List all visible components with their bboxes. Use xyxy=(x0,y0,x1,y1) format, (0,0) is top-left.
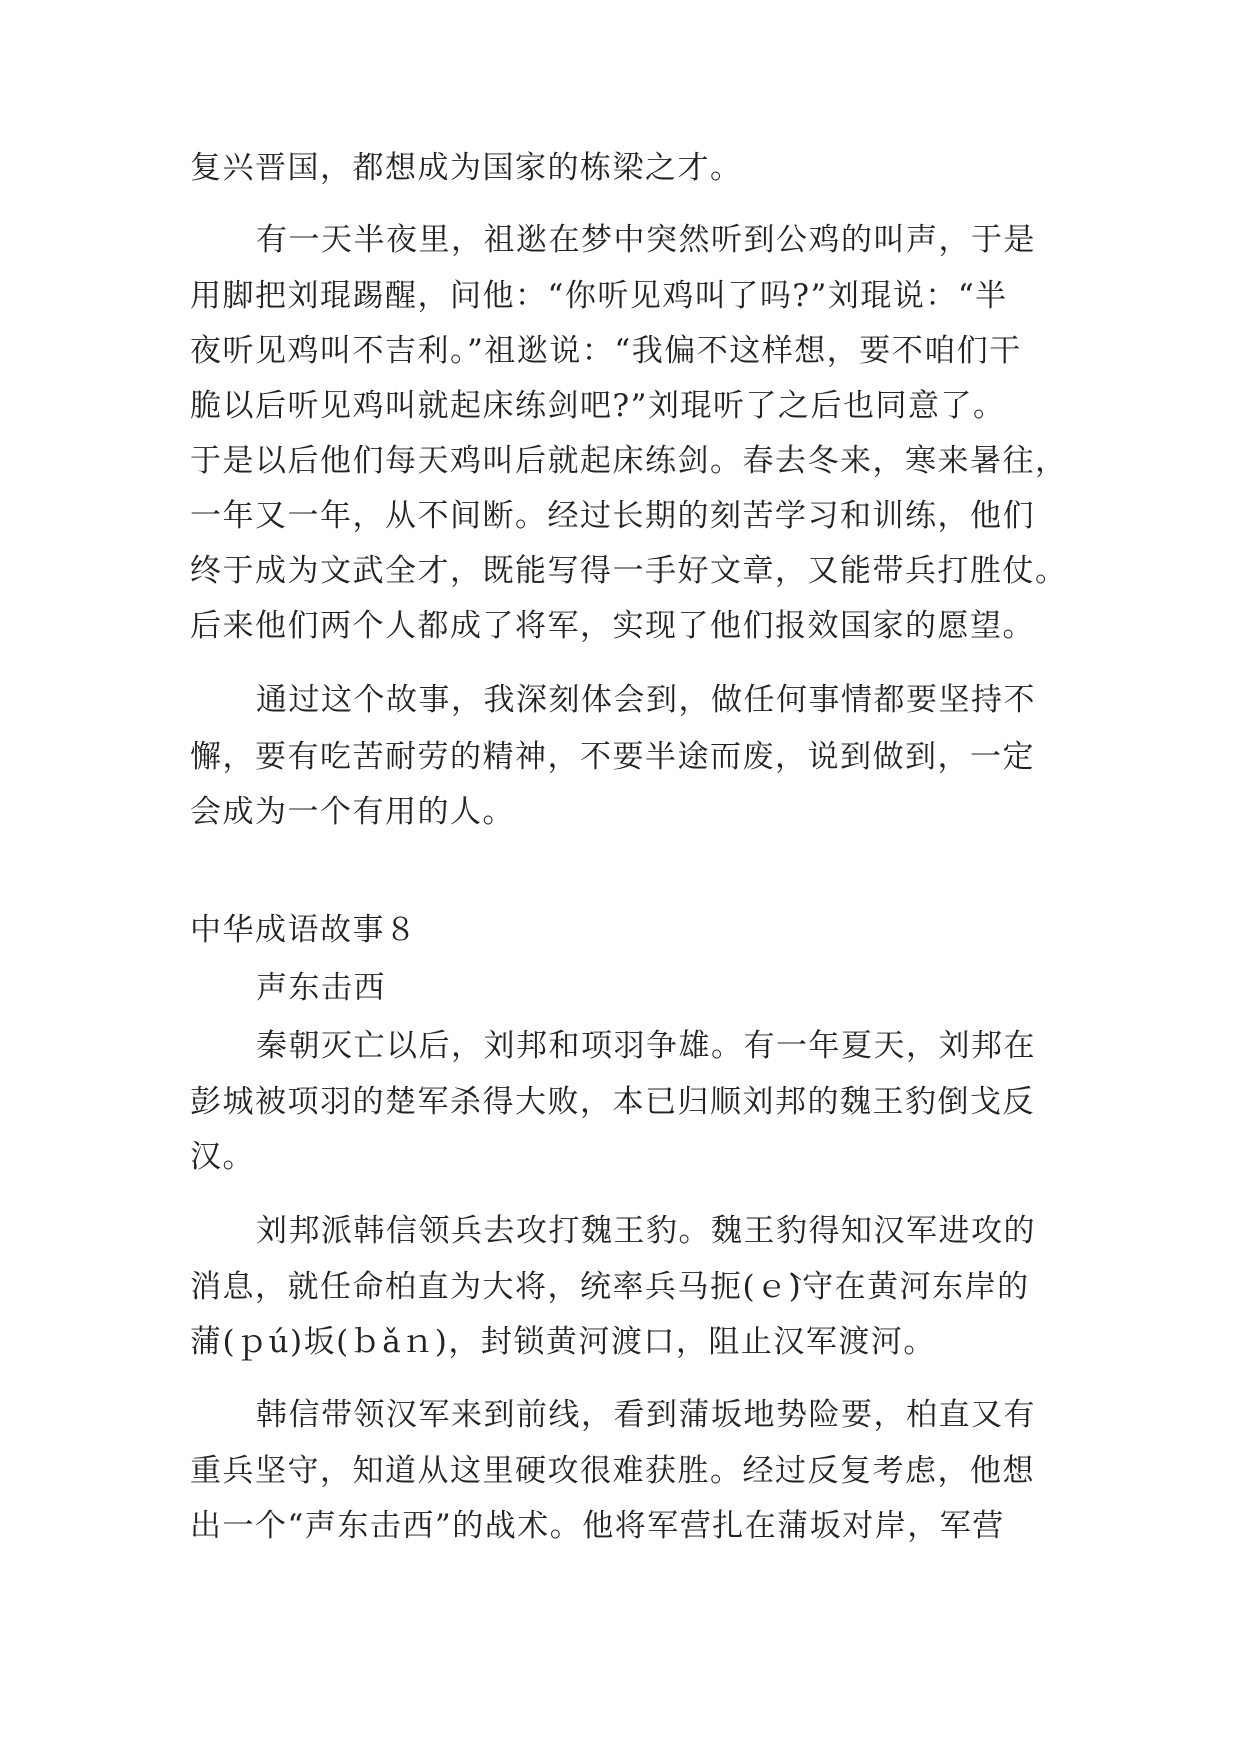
body-text-line: 彭城被项羽的楚军杀得大败，本已归顺刘邦的魏王豹倒戈反 xyxy=(190,1084,1035,1120)
body-text-line: 出一个“声东击西”的战术。他将军营扎在蒲坂对岸，军营 xyxy=(190,1508,1005,1544)
body-text-line: 韩信带领汉军来到前线，看到蒲坂地势险要，柏直又有 xyxy=(256,1397,1036,1433)
body-text-line: 秦朝灭亡以后，刘邦和项羽争雄。有一年夏天，刘邦在 xyxy=(256,1028,1036,1064)
body-text-line: 脆以后听见鸡叫就起床练剑吧?”刘琨听了之后也同意了。 xyxy=(190,388,1006,424)
body-text-line: 终于成为文武全才，既能写得一手好文章，又能带兵打胜仗。 xyxy=(190,553,1068,589)
body-text-line: 蒲(ｐú)坂(ｂǎｎ)，封锁黄河渡口，阻止汉军渡河。 xyxy=(190,1324,936,1360)
story-title: 声东击西 xyxy=(256,970,386,1006)
body-text-line: 夜听见鸡叫不吉利。”祖逖说：“我偏不这样想，要不咱们干 xyxy=(190,333,1022,369)
body-text-line: 后来他们两个人都成了将军，实现了他们报效国家的愿望。 xyxy=(190,608,1035,644)
body-text-line: 一年又一年，从不间断。经过长期的刻苦学习和训练，他们 xyxy=(190,498,1035,534)
section-heading: 中华成语故事８ xyxy=(190,912,418,948)
body-text-line: 刘邦派韩信领兵去攻打魏王豹。魏王豹得知汉军进攻的 xyxy=(256,1213,1036,1249)
body-text-line: 消息，就任命柏直为大将，统率兵马扼(ｅ̀)守在黄河东岸的 xyxy=(190,1269,1030,1305)
body-text-line: 重兵坚守，知道从这里硬攻很难获胜。经过反复考虑，他想 xyxy=(190,1453,1035,1489)
body-text-line: 于是以后他们每天鸡叫后就起床练剑。春去冬来，寒来暑往， xyxy=(190,443,1068,479)
body-text-line: 汉。 xyxy=(190,1139,255,1175)
body-text-line: 会成为一个有用的人。 xyxy=(190,794,515,830)
body-text-line: 复兴晋国，都想成为国家的栋梁之才。 xyxy=(190,150,743,186)
body-text-line: 通过这个故事，我深刻体会到，做任何事情都要坚持不 xyxy=(256,682,1036,718)
body-text-line: 有一天半夜里，祖逖在梦中突然听到公鸡的叫声，于是 xyxy=(256,222,1036,258)
body-text-line: 用脚把刘琨踢醒，问他：“你听见鸡叫了吗?”刘琨说：“半 xyxy=(190,278,1008,314)
body-text-line: 懈，要有吃苦耐劳的精神，不要半途而废，说到做到，一定 xyxy=(190,739,1035,775)
